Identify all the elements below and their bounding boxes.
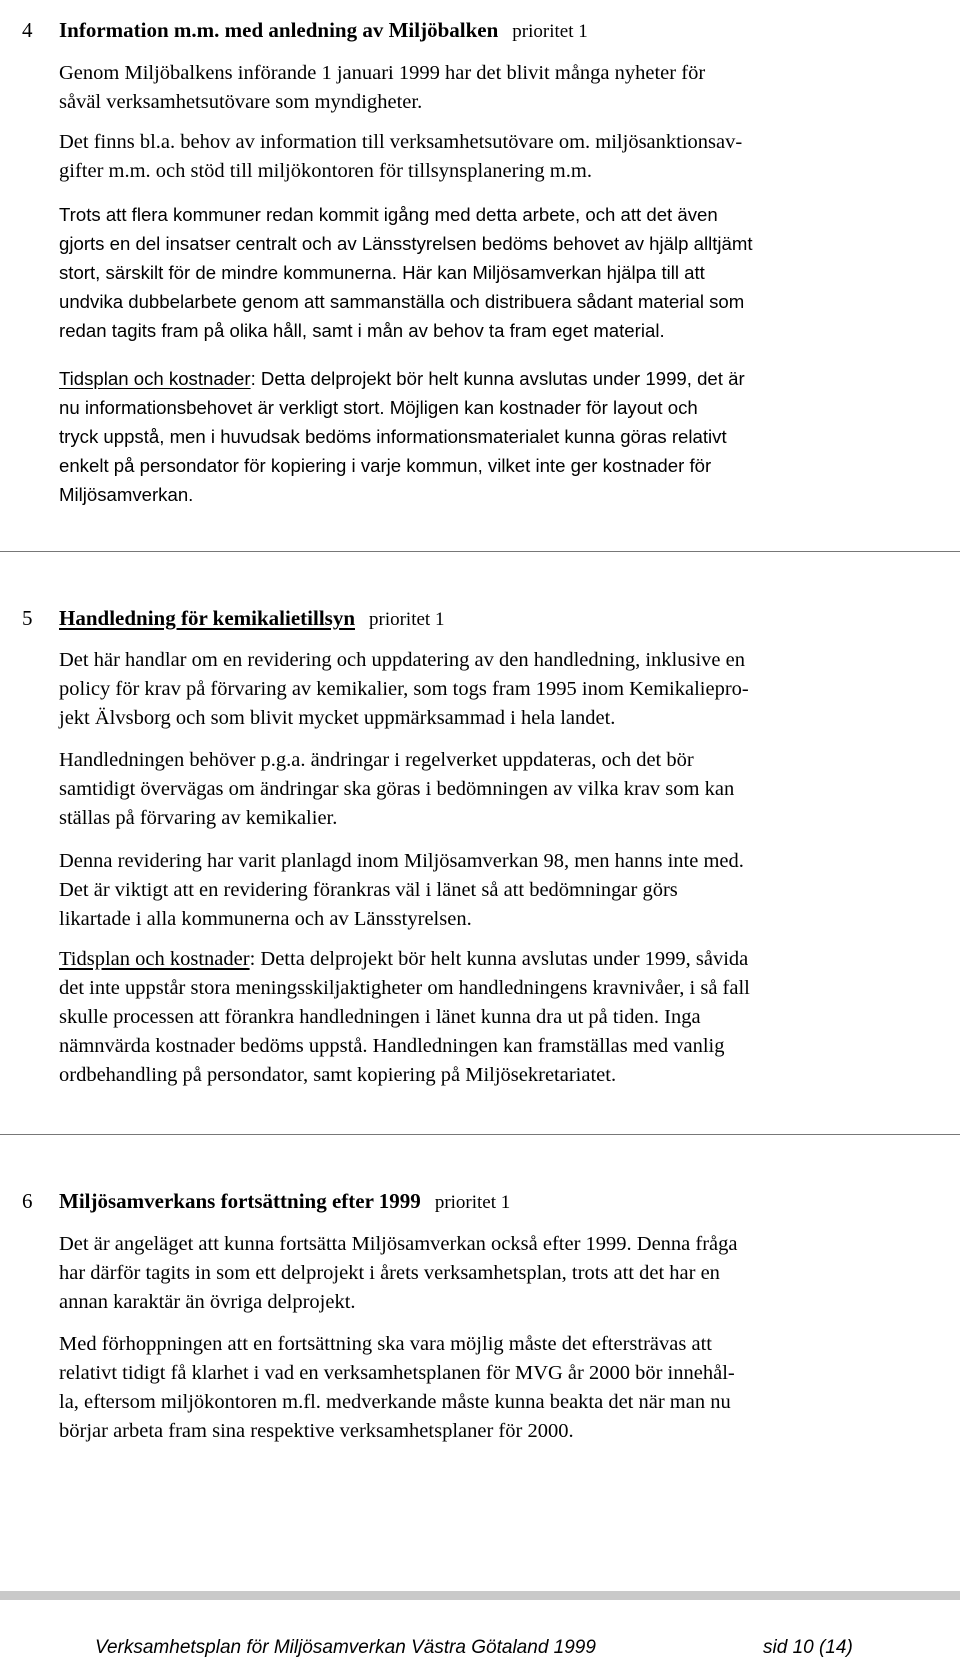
text-line: Med förhoppningen att en fortsättning ska vara möjlig måste det eftersträvas att xyxy=(59,1333,712,1355)
section-divider xyxy=(0,551,960,552)
text-line: Det är viktigt att en revidering förankras väl i länet så att bedömningar görs xyxy=(59,879,678,901)
section-5-paragraph-3 xyxy=(59,847,939,934)
schedule-costs-label: Tidsplan och kostnader xyxy=(59,368,251,389)
text-line: gifter m.m. och stöd till miljökontoren för tillsynsplanering m.m. xyxy=(59,160,592,182)
text-line: det inte uppstår stora meningsskiljaktigheter om handledningens kravnivåer, i så fall xyxy=(59,977,750,999)
section-title-text: Miljösamverkans fortsättning efter 1999 xyxy=(59,1189,421,1213)
text-segment: : Detta delprojekt bör helt kunna avslutas under 1999, det är xyxy=(250,368,745,389)
section-5-paragraph-2 xyxy=(59,746,939,833)
text-line: ställas på förvaring av kemikalier. xyxy=(59,807,338,829)
section-4-paragraph-3 xyxy=(59,200,939,345)
text-line: policy för krav på förvaring av kemikalier, som togs fram 1995 inom Kemikaliepro- xyxy=(59,678,749,700)
text-line: jekt Älvsborg och som blivit mycket uppmärksammad i hela landet. xyxy=(59,707,616,729)
section-5-paragraph-4 xyxy=(59,945,939,1090)
section-4-paragraph-2 xyxy=(59,128,939,186)
text-line: skulle processen att förankra handledningen i länet kunna dra ut på tiden. Inga xyxy=(59,1006,701,1028)
priority-label: prioritet 1 xyxy=(369,609,445,630)
text-line: Trots att flera kommuner redan kommit igång med detta arbete, och att det även xyxy=(59,204,718,225)
section-title xyxy=(59,1191,510,1212)
text-line: såväl verksamhetsutövare som myndigheter. xyxy=(59,91,423,113)
text-line: Det är angeläget att kunna fortsätta Miljösamverkan också efter 1999. Denna fråga xyxy=(59,1233,738,1255)
section-number: 4 xyxy=(22,18,33,42)
section-6-paragraph-1 xyxy=(59,1230,939,1317)
section-title-text: Handledning för kemikalietillsyn xyxy=(59,606,355,630)
section-title-text: Information m.m. med anledning av Miljöbalken xyxy=(59,18,499,42)
text-line: redan tagits fram på olika håll, samt i mån av behov ta fram eget material. xyxy=(59,320,665,341)
section-number: 5 xyxy=(22,606,33,630)
text-line: Genom Miljöbalkens införande 1 januari 1999 har det blivit många nyheter för xyxy=(59,62,706,84)
footer-bar xyxy=(0,1591,960,1600)
section-4-paragraph-4 xyxy=(59,364,939,509)
text-line: Miljösamverkan. xyxy=(59,484,194,505)
text-line: likartade i alla kommunerna och av Länsstyrelsen. xyxy=(59,908,472,930)
footer-document-title: Verksamhetsplan för Miljösamverkan Västra Götaland 1999 xyxy=(95,1637,596,1658)
text-line: la, eftersom miljökontoren m.fl. medverkande måste kunna beakta det när man nu xyxy=(59,1391,731,1413)
text-line: enkelt på persondator för kopiering i varje kommun, vilket inte ger kostnader för xyxy=(59,455,712,476)
section-6-paragraph-2 xyxy=(59,1330,939,1446)
text-line: Handledningen behöver p.g.a. ändringar i regelverket uppdateras, och det bör xyxy=(59,749,694,771)
text-line: nu informationsbehovet är verkligt stort. Möjligen kan kostnader för layout och xyxy=(59,397,698,418)
text-line: börjar arbeta fram sina respektive verksamhetsplaner för 2000. xyxy=(59,1420,574,1442)
section-5-paragraph-1 xyxy=(59,646,939,733)
text-line: samtidigt övervägas om ändringar ska göras i bedömningen av vilka krav som kan xyxy=(59,778,735,800)
section-title xyxy=(59,20,588,41)
text-line: Denna revidering har varit planlagd inom Miljösamverkan 98, men hanns inte med. xyxy=(59,850,744,872)
text-line: relativt tidigt få klarhet i vad en verksamhetsplanen för MVG år 2000 bör innehål- xyxy=(59,1362,735,1384)
section-title xyxy=(59,608,444,629)
text-line: nämnvärda kostnader bedöms uppstå. Handledningen kan framställas med vanlig xyxy=(59,1035,725,1057)
text-segment: : Detta delprojekt bör helt kunna avslutas under 1999, såvida xyxy=(249,948,749,970)
text-line: har därför tagits in som ett delprojekt i årets verksamhetsplan, trots att det har en xyxy=(59,1262,720,1284)
schedule-costs-label: Tidsplan och kostnader xyxy=(59,948,250,970)
footer-page-number: sid 10 (14) xyxy=(763,1637,853,1658)
priority-label: prioritet 1 xyxy=(434,1192,511,1213)
text-line: gjorts en del insatser centralt och av Länsstyrelsen bedöms behovet av hjälp alltjämt xyxy=(59,233,753,254)
text-line xyxy=(59,945,939,974)
text-line: Det finns bl.a. behov av information till verksamhetsutövare om. miljösanktionsav- xyxy=(59,131,743,153)
priority-label: prioritet 1 xyxy=(512,21,588,42)
text-line: stort, särskilt för de mindre kommunerna. Här kan Miljösamverkan hjälpa till att xyxy=(59,262,705,283)
section-divider xyxy=(0,1134,960,1135)
text-line: annan karaktär än övriga delprojekt. xyxy=(59,1291,356,1313)
text-line: tryck uppstå, men i huvudsak bedöms informationsmaterialet kunna göras relativt xyxy=(59,426,727,447)
text-line: undvika dubbelarbete genom att sammanställa och distribuera sådant material som xyxy=(59,291,745,312)
text-line: Det här handlar om en revidering och uppdatering av den handledning, inklusive en xyxy=(59,649,745,671)
section-4-paragraph-1 xyxy=(59,59,939,117)
text-line: ordbehandling på persondator, samt kopiering på Miljösekretariatet. xyxy=(59,1064,617,1086)
text-line xyxy=(59,364,939,393)
section-number: 6 xyxy=(22,1189,33,1213)
